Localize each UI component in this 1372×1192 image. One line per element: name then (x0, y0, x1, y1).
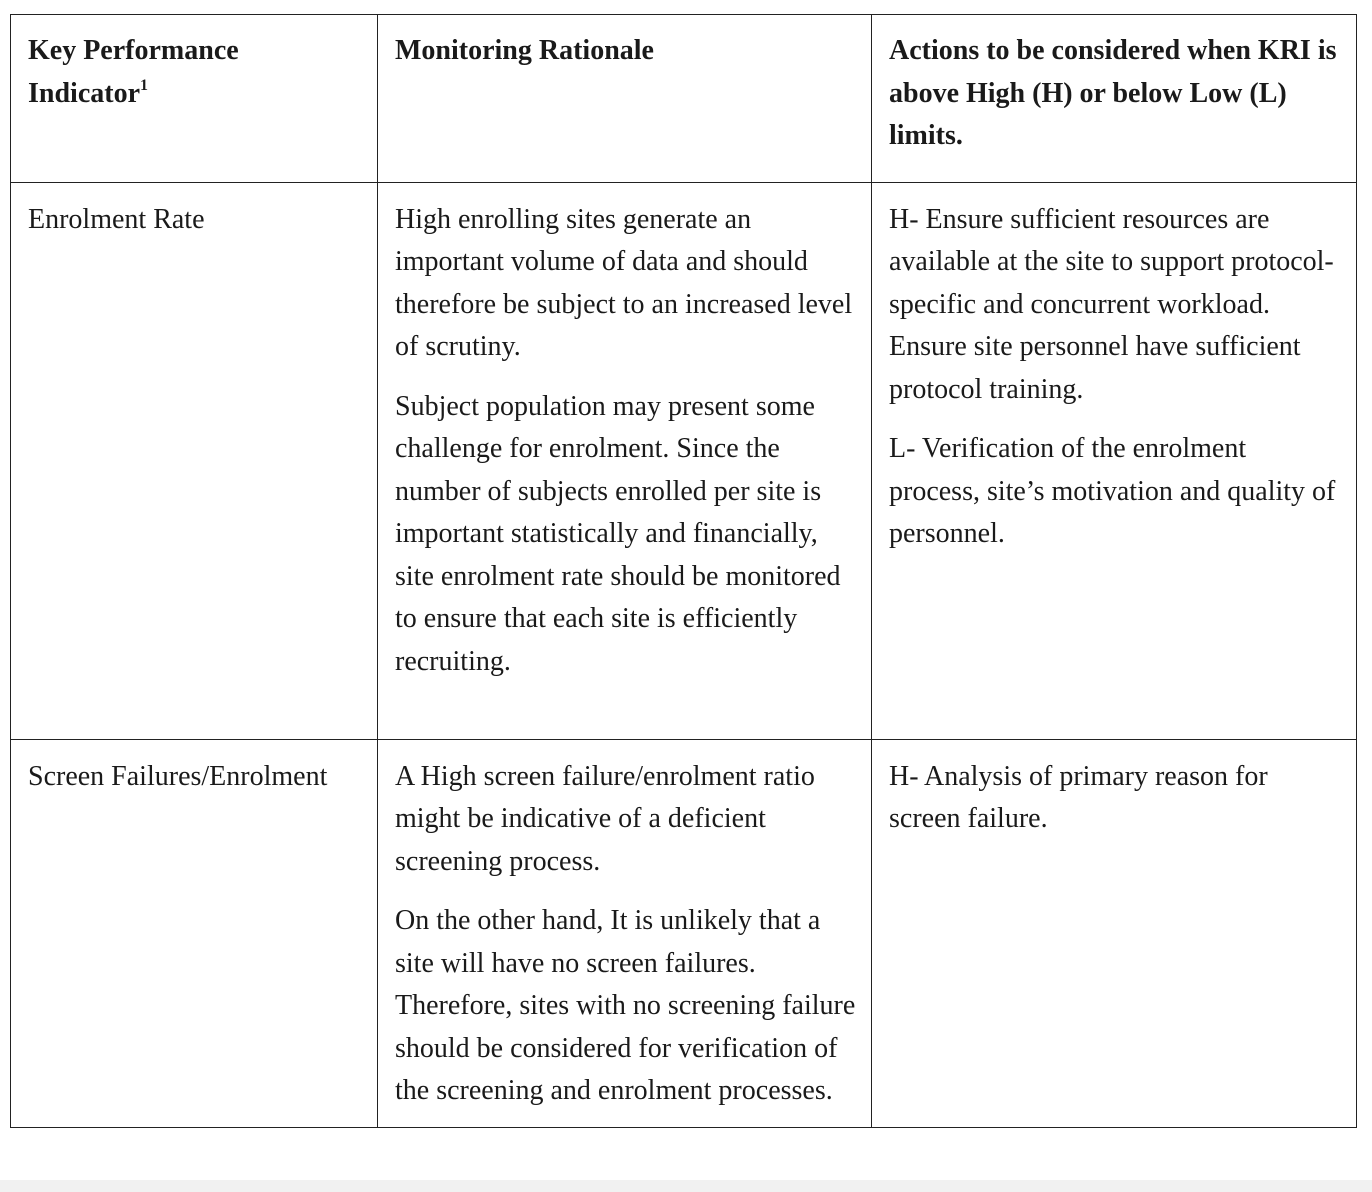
header-kpi-label: Key Performance Indicator (28, 35, 239, 109)
rationale-paragraph: On the other hand, It is unlikely that a site will have no screen failures. Therefore, sites with no screening failure should be considered for verification of the screening and enrolment processes. (395, 905, 856, 1106)
rationale-paragraph: Subject population may present some challenge for enrolment. Since the number of subjects enrolled per site is important statistically and financially, site enrolment rate should be monitored to ensure that each site is efficiently recruiting. (395, 390, 841, 677)
rationale-paragraph: A High screen failure/enrolment ratio might be indicative of a deficient screening process. (395, 760, 815, 877)
header-row (11, 15, 1357, 183)
table-row-screen-failures (11, 739, 1357, 1127)
actions-cell (872, 182, 1357, 739)
rationale-paragraph: High enrolling sites generate an important volume of data and should therefore be subject to an increased level of scrutiny. (395, 203, 853, 362)
kpi-table (10, 14, 1357, 1128)
action-high: H- Ensure sufficient resources are available at the site to support protocol-specific and concurrent workload. Ensure site personnel have sufficient protocol training. (889, 203, 1334, 405)
header-kpi (11, 15, 378, 183)
actions-cell (872, 739, 1357, 1127)
indicator-cell: Screen Failures/Enrolment (11, 739, 378, 1127)
action-low: L- Verification of the enrolment process, site’s motivation and quality of personnel. (889, 433, 1336, 549)
header-actions: Actions to be considered when KRI is above High (H) or below Low (L) limits. (872, 15, 1357, 183)
rationale-cell (378, 182, 872, 739)
action-high: H- Analysis of primary reason for screen failure. (889, 760, 1268, 834)
rationale-cell (378, 739, 872, 1127)
table-row-enrolment-rate (11, 182, 1357, 739)
footnote-marker: 1 (140, 76, 148, 94)
indicator-cell: Enrolment Rate (11, 182, 378, 739)
header-rationale: Monitoring Rationale (378, 15, 872, 183)
